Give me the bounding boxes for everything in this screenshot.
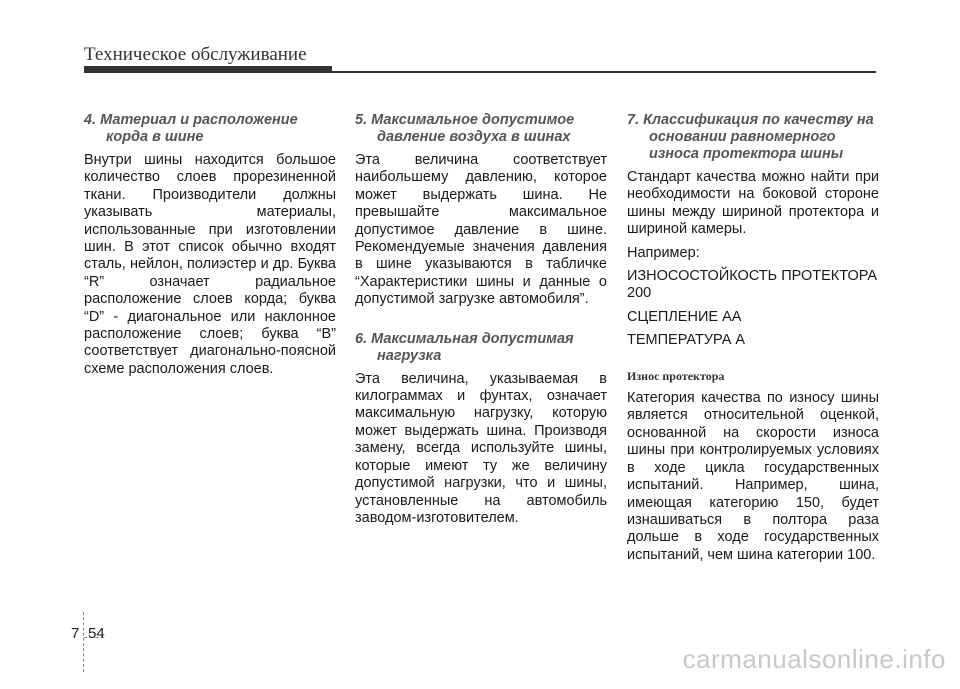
example-line-treadwear: ИЗНОСОСТОЙКОСТЬ ПРОТЕКТОРА 200 xyxy=(627,268,878,302)
paragraph-max-pressure: Эта величина соответствует наибольшему давлению, которое может выдержать шина. Не превышайте максимальное допустимое давление в шине. Рекомендуемые значения давления в шине указываются в табличке “Характеристики шины и данные о допустимой загрузке автомобиля”. xyxy=(355,152,607,308)
watermark: carmanualsonline.info xyxy=(682,644,946,674)
section-heading-quality-grade: 7. Классификация по качеству на основании равномерного износа протектора шины xyxy=(627,112,874,162)
page-title: Техническое обслуживание xyxy=(84,44,307,65)
section-heading-max-load: 6. Максимальная допустимая нагрузка xyxy=(355,330,574,364)
example-line-temperature: ТЕМПЕРАТУРА А xyxy=(627,332,746,349)
section-heading-max-pressure: 5. Максимальное допустимое давление воздуха в шинах xyxy=(355,112,575,145)
column-3 xyxy=(627,112,879,570)
column-1 xyxy=(84,112,336,384)
header-rule xyxy=(332,71,876,73)
page-number: 54 xyxy=(88,625,105,642)
example-line-traction: СЦЕПЛЕНИЕ АА xyxy=(627,308,742,325)
section-heading-material: 4. Материал и расположение корда в шине xyxy=(84,112,298,145)
subheading-treadwear: Износ протектора xyxy=(627,368,725,383)
chapter-number: 7 xyxy=(71,625,80,642)
paragraph-material: Внутри шины находится большое количество слоев прорезиненной ткани. Производители должны указывать материалы, использованные при изготовлении шин. В этот список обычно входят сталь, нейлон, полиэстер и др. Буква “R” означает радиальное расположение слоев корда; буква “D” - диагональное или наклонное расположение слоев; буква “B” соответствует диагонально-поясной схеме расположения слоев. xyxy=(84,152,336,377)
paragraph-quality-standard: Стандарт качества можно найти при необходимости на боковой стороне шины между шириной протектора и шириной камеры. xyxy=(627,169,879,238)
example-label: Например: xyxy=(627,244,700,261)
footer-divider xyxy=(83,612,85,672)
paragraph-max-load: Эта величина, указываемая в килограммах и фунтах, означает максимальную нагрузку, которую может выдержать шина. Производя замену, всегда используйте шины, которые имеют ту же величину допустимой нагрузки, что и шины, установленные на автомобиль заводом-изготовителем. xyxy=(355,370,607,526)
column-2 xyxy=(355,112,607,533)
paragraph-treadwear: Категория качества по износу шины является относительной оценкой, основанной на скорости износа шины при контролируемых условиях в ходе цикла государственных испытаний. Например, шина, имеющая категорию 150, будет изнашиваться в полтора раза дольше в ходе государственных испытаний, чем шина категории 100. xyxy=(627,390,879,563)
header-bar xyxy=(84,66,332,73)
